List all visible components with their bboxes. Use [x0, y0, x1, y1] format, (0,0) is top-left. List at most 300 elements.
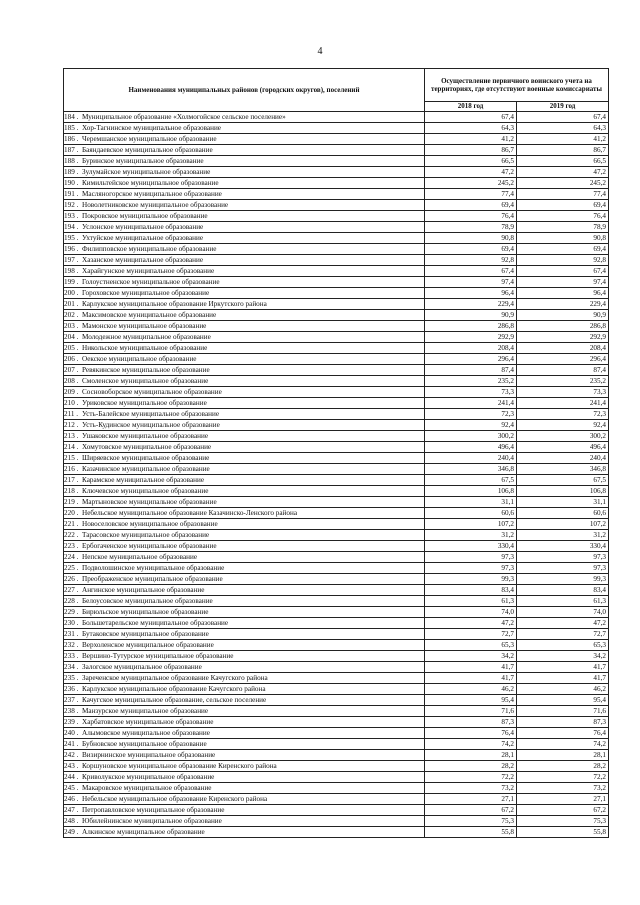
- value-2018: 31,1: [425, 497, 517, 508]
- row-name: Гороховское муниципальное образование: [82, 289, 210, 297]
- row-name-cell: [64, 651, 425, 662]
- row-name: Визирнинское муниципальное образование: [82, 751, 216, 759]
- value-2019: 34,2: [517, 651, 609, 662]
- value-2018: 95,4: [425, 695, 517, 706]
- value-2018: 86,7: [425, 145, 517, 156]
- row-name-cell: [64, 563, 425, 574]
- value-2018: 31,2: [425, 530, 517, 541]
- value-2018: 496,4: [425, 442, 517, 453]
- value-2019: 47,2: [517, 167, 609, 178]
- row-name: Большетарельское муниципальное образование: [82, 619, 229, 627]
- row-number: 222 .: [64, 531, 79, 539]
- header-group-column: Осуществление первичного воинского учета на территориях, где отсутствуют военные комиссариаты: [425, 69, 609, 102]
- row-number: 229 .: [64, 608, 79, 616]
- row-name: Усть-Балейское муниципальное образование: [82, 410, 220, 418]
- value-2019: 55,8: [517, 827, 609, 838]
- table-row: [64, 321, 609, 332]
- row-number: 189 .: [64, 168, 79, 176]
- row-name: Алымовское муниципальное образование: [82, 729, 210, 737]
- row-number: 220 .: [64, 509, 79, 517]
- row-name-cell: [64, 156, 425, 167]
- value-2018: 74,0: [425, 607, 517, 618]
- table-row: [64, 277, 609, 288]
- row-name-cell: [64, 343, 425, 354]
- value-2019: 69,4: [517, 244, 609, 255]
- row-name: Тарасовское муниципальное образование: [82, 531, 210, 539]
- row-name-cell: [64, 332, 425, 343]
- row-name-cell: [64, 574, 425, 585]
- table-row: [64, 409, 609, 420]
- row-number: 224 .: [64, 553, 79, 561]
- row-name: Хазанское муниципальное образование: [82, 256, 204, 264]
- value-2019: 90,9: [517, 310, 609, 321]
- value-2019: 96,4: [517, 288, 609, 299]
- row-number: 231 .: [64, 630, 79, 638]
- value-2018: 286,8: [425, 321, 517, 332]
- row-number: 200 .: [64, 289, 79, 297]
- table-row: [64, 827, 609, 838]
- value-2018: 97,3: [425, 552, 517, 563]
- value-2018: 72,7: [425, 629, 517, 640]
- value-2018: 83,4: [425, 585, 517, 596]
- row-name-cell: [64, 255, 425, 266]
- table-row: [64, 332, 609, 343]
- row-name: Криволукское муниципальное образование: [82, 773, 215, 781]
- value-2019: 87,4: [517, 365, 609, 376]
- row-name-cell: [64, 662, 425, 673]
- table-row: [64, 805, 609, 816]
- value-2019: 99,3: [517, 574, 609, 585]
- value-2019: 241,4: [517, 398, 609, 409]
- row-number: 204 .: [64, 333, 79, 341]
- value-2018: 96,4: [425, 288, 517, 299]
- value-2018: 67,5: [425, 475, 517, 486]
- table-row: [64, 200, 609, 211]
- row-number: 246 .: [64, 795, 79, 803]
- row-number: 233 .: [64, 652, 79, 660]
- value-2019: 300,2: [517, 431, 609, 442]
- value-2019: 97,3: [517, 563, 609, 574]
- value-2018: 92,4: [425, 420, 517, 431]
- row-name-cell: [64, 728, 425, 739]
- row-name: Филипповское муниципальное образование: [82, 245, 217, 253]
- table-row: [64, 464, 609, 475]
- value-2019: 28,1: [517, 750, 609, 761]
- row-number: 219 .: [64, 498, 79, 506]
- row-name: Баяндаевское муниципальное образование: [82, 146, 213, 154]
- value-2019: 296,4: [517, 354, 609, 365]
- row-name-cell: [64, 739, 425, 750]
- value-2019: 73,2: [517, 783, 609, 794]
- table-row: [64, 123, 609, 134]
- table-row: [64, 662, 609, 673]
- value-2018: 292,9: [425, 332, 517, 343]
- table-row: [64, 596, 609, 607]
- row-name: Буринское муниципальное образование: [82, 157, 204, 165]
- row-number: 209 .: [64, 388, 79, 396]
- row-name-cell: [64, 299, 425, 310]
- table-row: [64, 772, 609, 783]
- row-name-cell: [64, 618, 425, 629]
- table-row: [64, 266, 609, 277]
- row-number: 215 .: [64, 454, 79, 462]
- value-2018: 87,3: [425, 717, 517, 728]
- row-name-cell: [64, 640, 425, 651]
- row-number: 198 .: [64, 267, 79, 275]
- table-row: [64, 508, 609, 519]
- row-name-cell: [64, 277, 425, 288]
- value-2018: 66,5: [425, 156, 517, 167]
- row-name-cell: [64, 508, 425, 519]
- row-name-cell: [64, 695, 425, 706]
- value-2018: 69,4: [425, 244, 517, 255]
- row-name: Небельское муниципальное образование Киренского района: [82, 795, 268, 803]
- table-row: [64, 794, 609, 805]
- row-name-cell: [64, 244, 425, 255]
- table-row: [64, 684, 609, 695]
- row-number: 208 .: [64, 377, 79, 385]
- table-row: [64, 244, 609, 255]
- row-name: Белоусовское муниципальное образование: [82, 597, 213, 605]
- value-2019: 86,7: [517, 145, 609, 156]
- table-row: [64, 607, 609, 618]
- row-name-cell: [64, 211, 425, 222]
- table-row: [64, 387, 609, 398]
- value-2018: 97,4: [425, 277, 517, 288]
- row-number: 207 .: [64, 366, 79, 374]
- row-number: 223 .: [64, 542, 79, 550]
- row-number: 195 .: [64, 234, 79, 242]
- value-2018: 76,4: [425, 728, 517, 739]
- value-2019: 87,3: [517, 717, 609, 728]
- row-name: Максимовское муниципальное образование: [82, 311, 217, 319]
- row-number: 245 .: [64, 784, 79, 792]
- table-row: [64, 398, 609, 409]
- row-name: Хомутовское муниципальное образование: [82, 443, 212, 451]
- row-number: 201 .: [64, 300, 79, 308]
- row-name-cell: [64, 112, 425, 123]
- row-name: Бирюльское муниципальное образование: [82, 608, 209, 616]
- row-name-cell: [64, 266, 425, 277]
- value-2018: 67,4: [425, 112, 517, 123]
- value-2019: 67,4: [517, 112, 609, 123]
- row-name-cell: [64, 376, 425, 387]
- value-2018: 73,2: [425, 783, 517, 794]
- row-name-cell: [64, 123, 425, 134]
- row-name-cell: [64, 321, 425, 332]
- table-row: [64, 354, 609, 365]
- value-2018: 245,2: [425, 178, 517, 189]
- header-year-2018: 2018 год: [425, 102, 517, 112]
- row-number: 188 .: [64, 157, 79, 165]
- value-2019: 76,4: [517, 211, 609, 222]
- table-row: [64, 178, 609, 189]
- row-name: Масляногорское муниципальное образование: [82, 190, 222, 198]
- row-name: Ширяевское муниципальное образование: [82, 454, 210, 462]
- row-name: Мамонское муниципальное образование: [82, 322, 207, 330]
- table-row: [64, 134, 609, 145]
- value-2018: 72,3: [425, 409, 517, 420]
- row-number: 212 .: [64, 421, 79, 429]
- row-name-cell: [64, 387, 425, 398]
- row-name: Ключевское муниципальное образование: [82, 487, 209, 495]
- row-name-cell: [64, 453, 425, 464]
- value-2019: 77,4: [517, 189, 609, 200]
- value-2018: 107,2: [425, 519, 517, 530]
- row-name: Усть-Кудинское муниципальное образование: [82, 421, 220, 429]
- row-name-cell: [64, 365, 425, 376]
- row-name-cell: [64, 464, 425, 475]
- table-row: [64, 486, 609, 497]
- table-row: [64, 695, 609, 706]
- row-number: 216 .: [64, 465, 79, 473]
- row-name: Кимильтейское муниципальное образование: [82, 179, 219, 187]
- row-name: Небельское муниципальное образование Казачинско-Ленского района: [82, 509, 298, 517]
- row-name: Новоселовское муниципальное образование: [82, 520, 218, 528]
- value-2019: 74,0: [517, 607, 609, 618]
- row-name-cell: [64, 541, 425, 552]
- value-2018: 34,2: [425, 651, 517, 662]
- row-name: Преображенское муниципальное образование: [82, 575, 223, 583]
- table-row: [64, 112, 609, 123]
- table-row: [64, 310, 609, 321]
- table-row: [64, 816, 609, 827]
- value-2019: 28,2: [517, 761, 609, 772]
- value-2019: 67,5: [517, 475, 609, 486]
- row-name: Ревякинское муниципальное образование: [82, 366, 210, 374]
- value-2018: 208,4: [425, 343, 517, 354]
- value-2019: 46,2: [517, 684, 609, 695]
- row-name: Ангинское муниципальное образование: [82, 586, 205, 594]
- row-number: 211 .: [64, 410, 79, 418]
- row-name: Юбилейнинское муниципальное образование: [82, 817, 222, 825]
- value-2018: 300,2: [425, 431, 517, 442]
- value-2019: 208,4: [517, 343, 609, 354]
- page-number: 4: [317, 46, 323, 57]
- row-name-cell: [64, 816, 425, 827]
- table-row: [64, 563, 609, 574]
- row-number: 237 .: [64, 696, 79, 704]
- row-name-cell: [64, 706, 425, 717]
- table-row: [64, 475, 609, 486]
- value-2018: 61,3: [425, 596, 517, 607]
- row-name-cell: [64, 420, 425, 431]
- row-name-cell: [64, 200, 425, 211]
- row-name-cell: [64, 442, 425, 453]
- table-row: [64, 541, 609, 552]
- row-name: Харбатовское муниципальное образование: [82, 718, 214, 726]
- row-number: 190 .: [64, 179, 79, 187]
- row-name-cell: [64, 233, 425, 244]
- table-row: [64, 673, 609, 684]
- value-2018: 67,2: [425, 805, 517, 816]
- table-row: [64, 211, 609, 222]
- table-row: [64, 442, 609, 453]
- value-2018: 47,2: [425, 618, 517, 629]
- row-number: 196 .: [64, 245, 79, 253]
- value-2019: 74,2: [517, 739, 609, 750]
- row-name-cell: [64, 134, 425, 145]
- row-name: Манзурское муниципальное образование: [82, 707, 209, 715]
- value-2018: 65,3: [425, 640, 517, 651]
- table-row: [64, 167, 609, 178]
- row-number: 194 .: [64, 223, 79, 231]
- row-name: Ушаковское муниципальное образование: [82, 432, 209, 440]
- row-number: 197 .: [64, 256, 79, 264]
- value-2019: 496,4: [517, 442, 609, 453]
- value-2018: 97,3: [425, 563, 517, 574]
- value-2018: 28,2: [425, 761, 517, 772]
- row-number: 218 .: [64, 487, 79, 495]
- value-2018: 74,2: [425, 739, 517, 750]
- value-2019: 75,3: [517, 816, 609, 827]
- row-name-cell: [64, 288, 425, 299]
- table-row: [64, 574, 609, 585]
- value-2018: 67,4: [425, 266, 517, 277]
- row-name: Голоустненское муниципальное образование: [82, 278, 220, 286]
- value-2019: 67,4: [517, 266, 609, 277]
- row-number: 205 .: [64, 344, 79, 352]
- row-number: 234 .: [64, 663, 79, 671]
- value-2018: 106,8: [425, 486, 517, 497]
- row-name-cell: [64, 167, 425, 178]
- row-name: Уриковское муниципальное образование: [82, 399, 207, 407]
- value-2019: 245,2: [517, 178, 609, 189]
- value-2018: 240,4: [425, 453, 517, 464]
- row-name: Харайгунское муниципальное образование: [82, 267, 215, 275]
- value-2018: 46,2: [425, 684, 517, 695]
- table-row: [64, 618, 609, 629]
- value-2019: 346,8: [517, 464, 609, 475]
- row-name: Непское муниципальное образование: [82, 553, 198, 561]
- row-name: Бутаковское муниципальное образование: [82, 630, 209, 638]
- value-2018: 41,7: [425, 662, 517, 673]
- value-2019: 47,2: [517, 618, 609, 629]
- row-number: 241 .: [64, 740, 79, 748]
- table-row: [64, 376, 609, 387]
- value-2019: 97,3: [517, 552, 609, 563]
- row-name: Черемшанское муниципальное образование: [82, 135, 217, 143]
- value-2019: 90,8: [517, 233, 609, 244]
- table-row: [64, 750, 609, 761]
- value-2018: 229,4: [425, 299, 517, 310]
- row-number: 239 .: [64, 718, 79, 726]
- value-2019: 71,6: [517, 706, 609, 717]
- row-name-cell: [64, 409, 425, 420]
- table-row: [64, 783, 609, 794]
- row-number: 240 .: [64, 729, 79, 737]
- table-row: [64, 761, 609, 772]
- value-2018: 27,1: [425, 794, 517, 805]
- row-name: Хор-Тагнинское муниципальное образование: [82, 124, 221, 132]
- row-name: Сосновоборское муниципальное образование: [82, 388, 222, 396]
- row-name-cell: [64, 530, 425, 541]
- row-name-cell: [64, 310, 425, 321]
- value-2018: 76,4: [425, 211, 517, 222]
- row-number: 199 .: [64, 278, 79, 286]
- value-2019: 27,1: [517, 794, 609, 805]
- table-row: [64, 552, 609, 563]
- row-name: Коршуновское муниципальное образование Киренского района: [82, 762, 277, 770]
- row-name-cell: [64, 354, 425, 365]
- row-name-cell: [64, 475, 425, 486]
- value-2019: 76,4: [517, 728, 609, 739]
- value-2018: 28,1: [425, 750, 517, 761]
- row-number: 238 .: [64, 707, 79, 715]
- value-2019: 72,3: [517, 409, 609, 420]
- value-2018: 92,8: [425, 255, 517, 266]
- table-row: [64, 530, 609, 541]
- row-number: 247 .: [64, 806, 79, 814]
- row-name: Зареченское муниципальное образование Качугского района: [82, 674, 268, 682]
- row-name: Карлукское муниципальное образование Качугского района: [82, 685, 266, 693]
- table-body: [64, 112, 609, 838]
- table-row: [64, 519, 609, 530]
- value-2018: 99,3: [425, 574, 517, 585]
- value-2018: 241,4: [425, 398, 517, 409]
- row-name-cell: [64, 673, 425, 684]
- value-2019: 64,3: [517, 123, 609, 134]
- row-name: Алкинское муниципальное образование: [82, 828, 205, 836]
- value-2019: 60,6: [517, 508, 609, 519]
- row-name-cell: [64, 783, 425, 794]
- row-number: 235 .: [64, 674, 79, 682]
- header-name-column: Наименования муниципальных районов (городских округов), поселений: [64, 69, 425, 112]
- table-row: [64, 739, 609, 750]
- value-2019: 106,8: [517, 486, 609, 497]
- value-2018: 78,9: [425, 222, 517, 233]
- row-name: Качугское муниципальное образование, сельское поселение: [82, 696, 267, 704]
- table-row: [64, 255, 609, 266]
- row-name: Карамское муниципальное образование: [82, 476, 205, 484]
- row-name-cell: [64, 552, 425, 563]
- row-number: 228 .: [64, 597, 79, 605]
- value-2019: 69,4: [517, 200, 609, 211]
- value-2019: 72,2: [517, 772, 609, 783]
- row-name: Подволошинское муниципальное образование: [82, 564, 225, 572]
- row-name: Оекское муниципальное образование: [82, 355, 197, 363]
- row-name: Муниципальное образование «Холмогойское сельское поселение»: [82, 113, 286, 121]
- table-row: [64, 640, 609, 651]
- table-row: [64, 343, 609, 354]
- value-2019: 78,9: [517, 222, 609, 233]
- row-number: 217 .: [64, 476, 79, 484]
- row-number: 227 .: [64, 586, 79, 594]
- value-2018: 72,2: [425, 772, 517, 783]
- value-2018: 75,3: [425, 816, 517, 827]
- table-row: [64, 431, 609, 442]
- row-number: 221 .: [64, 520, 79, 528]
- row-name: Бубновское муниципальное образование: [82, 740, 207, 748]
- value-2019: 41,2: [517, 134, 609, 145]
- row-name-cell: [64, 772, 425, 783]
- row-name: Ербогаченское муниципальное образование: [82, 542, 217, 550]
- row-name-cell: [64, 750, 425, 761]
- row-name-cell: [64, 431, 425, 442]
- row-number: 242 .: [64, 751, 79, 759]
- value-2019: 92,4: [517, 420, 609, 431]
- value-2018: 73,3: [425, 387, 517, 398]
- row-number: 230 .: [64, 619, 79, 627]
- row-name-cell: [64, 794, 425, 805]
- row-name: Зулумайское муниципальное образование: [82, 168, 211, 176]
- value-2019: 31,1: [517, 497, 609, 508]
- row-number: 226 .: [64, 575, 79, 583]
- row-name-cell: [64, 596, 425, 607]
- row-name: Залогское муниципальное образование: [82, 663, 202, 671]
- row-number: 185 .: [64, 124, 79, 132]
- table-row: [64, 156, 609, 167]
